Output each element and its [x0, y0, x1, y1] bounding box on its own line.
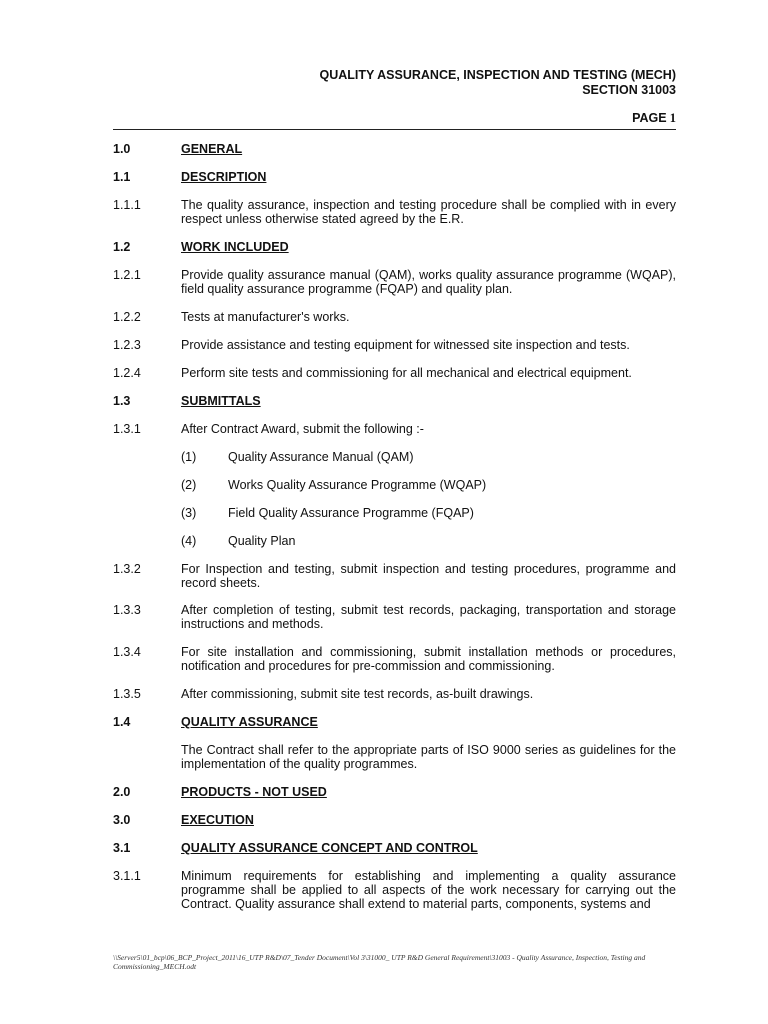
clause-text: The Contract shall refer to the appropriate parts of ISO 9000 series as guidelines for the implementation of the quality programmes.: [181, 743, 676, 771]
clause-text: Minimum requirements for establishing and implementing a quality assurance programme shall be applied to all aspects of the work necessary for carrying out the Contract. Quality assurance shall extend to material parts, components, systems and: [181, 869, 676, 911]
clause-text: Provide assistance and testing equipment for witnessed site inspection and tests.: [181, 338, 630, 352]
clause-heading: SUBMITTALS: [181, 394, 261, 408]
clause-text: After commissioning, submit site test records, as-built drawings.: [181, 687, 534, 701]
clause-number: 1.3.3: [113, 603, 141, 617]
file-path-footer: \\Server5\01_bcp\06_BCP_Project_2011\16_UTP R&D\07_Tender Document\Vol 3\31000_ UTP R&D General Requirement\31003 - Quality Assurance, Inspection, Testing and Commissioning_MECH.odt: [113, 953, 646, 971]
clause-number: 1.3.2: [113, 562, 141, 576]
clause-number: 1.1: [113, 170, 131, 184]
clause-text: After Contract Award, submit the following :-: [181, 422, 424, 436]
list-text: Field Quality Assurance Programme (FQAP): [228, 506, 474, 520]
clause-number: 1.3.4: [113, 645, 141, 659]
clause-number: 1.2.2: [113, 310, 141, 324]
list-text: Quality Plan: [228, 534, 296, 548]
clause-heading: QUALITY ASSURANCE CONCEPT AND CONTROL: [181, 841, 478, 855]
document-header: [320, 68, 677, 98]
clause-text: Tests at manufacturer's works.: [181, 310, 350, 324]
clause-number: 2.0: [113, 785, 131, 799]
list-number: (4): [181, 534, 197, 548]
list-number: (3): [181, 506, 197, 520]
list-number: (1): [181, 450, 197, 464]
clause-text: Provide quality assurance manual (QAM), works quality assurance programme (WQAP), field quality assurance programme (FQAP) and quality plan.: [181, 268, 676, 296]
clause-number: 3.1.1: [113, 869, 141, 883]
page-label: PAGE: [632, 111, 667, 125]
clause-heading: WORK INCLUDED: [181, 240, 289, 254]
clause-text: Perform site tests and commissioning for all mechanical and electrical equipment.: [181, 366, 632, 380]
clause-heading: QUALITY ASSURANCE: [181, 715, 318, 729]
clause-number: 1.2.3: [113, 338, 141, 352]
clause-number: 1.0: [113, 142, 131, 156]
list-text: Works Quality Assurance Programme (WQAP): [228, 478, 487, 492]
clause-text: After completion of testing, submit test records, packaging, transportation and storage instructions and methods.: [181, 603, 676, 631]
clause-number: 1.1.1: [113, 198, 141, 212]
header-rule: [113, 129, 676, 130]
clause-heading: EXECUTION: [181, 813, 254, 827]
page-value: 1: [669, 111, 676, 125]
clause-number: 1.2.4: [113, 366, 141, 380]
clause-text: For site installation and commissioning, submit installation methods or procedures, notification and procedures for pre-commission and commissioning.: [181, 645, 676, 673]
clause-text: For Inspection and testing, submit inspection and testing procedures, programme and record sheets.: [181, 562, 676, 590]
list-text: Quality Assurance Manual (QAM): [228, 450, 414, 464]
list-number: (2): [181, 478, 197, 492]
clause-number: 3.1: [113, 841, 131, 855]
section-number: SECTION 31003: [582, 83, 676, 97]
document-title: QUALITY ASSURANCE, INSPECTION AND TESTING (MECH): [319, 68, 676, 82]
clause-heading: PRODUCTS - NOT USED: [181, 785, 327, 799]
clause-number: 1.4: [113, 715, 131, 729]
clause-text: The quality assurance, inspection and testing procedure shall be complied with in every respect unless otherwise stated agreed by the E.R.: [181, 198, 676, 226]
clause-number: 1.3: [113, 394, 131, 408]
clause-heading: DESCRIPTION: [181, 170, 267, 184]
clause-number: 1.2: [113, 240, 131, 254]
page-number: [632, 111, 676, 126]
clause-number: 1.3.5: [113, 687, 141, 701]
clause-heading: GENERAL: [181, 142, 243, 156]
clause-number: 3.0: [113, 813, 131, 827]
clause-number: 1.3.1: [113, 422, 141, 436]
clause-number: 1.2.1: [113, 268, 141, 282]
